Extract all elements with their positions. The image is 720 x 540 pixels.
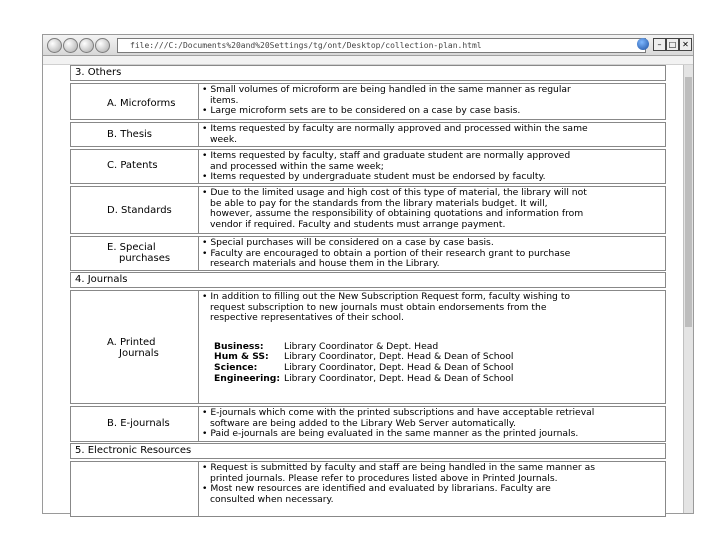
bullet-item: • Paid e-journals are being evaluated in the same manner as the printed journals. [202, 428, 579, 440]
row-text: • E-journals which come with the printed subscriptions and have acceptable retrieval software are being added to the Library Web Server automatically. • Paid e-journals are being evaluated in the same manner as the printed journals. [199, 407, 665, 441]
globe-icon [637, 38, 649, 50]
row-label: A. Microforms [107, 98, 176, 109]
home-button[interactable] [95, 38, 110, 53]
reload-button[interactable] [79, 38, 94, 53]
scrollbar-thumb[interactable] [685, 77, 692, 327]
row-text: • Items requested by faculty, staff and graduate student are normally approved and processed within the same week; • Items requested by undergraduate student must be endorsed by faculty. [199, 150, 665, 183]
bullet-item: • In addition to filling out the New Subscription Request form, faculty wishing to [202, 291, 571, 302]
row-text: • Small volumes of microform are being handled in the same manner as regular items. • Large microform sets are to be considered on a case by case basis. [199, 84, 665, 119]
row-electronic-resources [70, 461, 666, 517]
maximize-icon[interactable]: □ [666, 38, 679, 51]
document-content [70, 64, 666, 517]
minimize-icon[interactable]: – [653, 38, 666, 51]
row-text: • Items requested by faculty are normally approved and processed within the same week. [199, 123, 665, 146]
bullet-item: • Large microform sets are to be considered on a case by case basis. [202, 105, 521, 117]
row-text: • Special purchases will be considered on a case by case basis. • Faculty are encouraged to obtain a portion of their research grant to purchase research materials and house them in the Library. [199, 237, 665, 270]
row-microforms [70, 83, 666, 120]
row-label: C. Patents [107, 160, 158, 171]
row-label-line2: Journals [119, 348, 159, 359]
row-label: E. Special [107, 242, 156, 253]
row-label: B. Thesis [107, 129, 153, 140]
bullet-item: • E-journals which come with the printed subscriptions and have acceptable retrieval [202, 407, 595, 418]
bullet-item: • Items requested by faculty are normally approved and processed within the same [202, 123, 588, 134]
row-label-line2: purchases [119, 253, 171, 264]
table-row: Science: Library Coordinator, Dept. Head & Dean of School [214, 361, 514, 373]
row-thesis [70, 122, 666, 147]
row-text: • In addition to filling out the New Subscription Request form, faculty wishing to request subscription to new journals must obtain endorsements from the respective representatives of their school. Business: Library Coordinator & Dept. Head Hum & SS: Library Coordinator, Dept. Head & Dean of School Science: Library Coordinator, Dept. Head & Dean of School Engineering: Library Coordinator, Dept. Head & Dean of School [199, 291, 665, 403]
row-special-purchases [70, 236, 666, 271]
endorsement-table [202, 342, 663, 384]
forward-button[interactable] [63, 38, 78, 53]
bullet-item: • Special purchases will be considered on a case by case basis. [202, 237, 494, 248]
bullet-item: • Most new resources are identified and evaluated by librarians. Faculty are [202, 483, 551, 495]
row-label: A. Printed [107, 337, 156, 348]
section-4-heading: 4. Journals [70, 272, 666, 288]
row-label: D. Standards [107, 205, 172, 216]
table-row: Business: Library Coordinator & Dept. Head [214, 340, 439, 352]
bullet-item: • Request is submitted by faculty and staff are being handled in the same manner as [202, 462, 595, 473]
section-3-heading: 3. Others [70, 65, 666, 81]
section-5-heading: 5. Electronic Resources [70, 443, 666, 459]
close-icon[interactable]: ✕ [679, 38, 692, 51]
address-bar[interactable]: file:///C:/Documents%20and%20Settings/tg/ont/Desktop/collection-plan.html [117, 38, 646, 53]
bullet-item: • Items requested by undergraduate student must be endorsed by faculty. [202, 171, 546, 183]
table-row: Hum & SS: Library Coordinator, Dept. Head & Dean of School [214, 351, 514, 363]
bullet-item: • Small volumes of microform are being handled in the same manner as regular [202, 84, 571, 95]
row-e-journals [70, 406, 666, 442]
table-row: Engineering: Library Coordinator, Dept. Head & Dean of School [214, 372, 514, 384]
bullet-item: • Due to the limited usage and high cost of this type of material, the library will not [202, 187, 587, 198]
bullet-item: • Faculty are encouraged to obtain a portion of their research grant to purchase [202, 247, 571, 259]
browser-toolbar [43, 35, 693, 56]
back-button[interactable] [47, 38, 62, 53]
row-label: B. E-journals [107, 418, 170, 429]
row-text: • Request is submitted by faculty and staff are being handled in the same manner as printed journals. Please refer to procedures listed above in Printed Journals. • Most new resources are identified and evaluated by librarians. Faculty are consulted when necessary. [199, 462, 665, 516]
vertical-scrollbar[interactable] [683, 65, 693, 513]
row-standards [70, 186, 666, 234]
row-printed-journals [70, 290, 666, 404]
row-text: • Due to the limited usage and high cost of this type of material, the library will not be able to pay for the standards from the library materials budget. It will, however, assume the responsibility of obtaining quotations and information from vendor if required. Faculty and students must arrange payment. [199, 187, 665, 233]
row-patents [70, 149, 666, 184]
bullet-item: • Items requested by faculty, staff and graduate student are normally approved [202, 150, 571, 161]
